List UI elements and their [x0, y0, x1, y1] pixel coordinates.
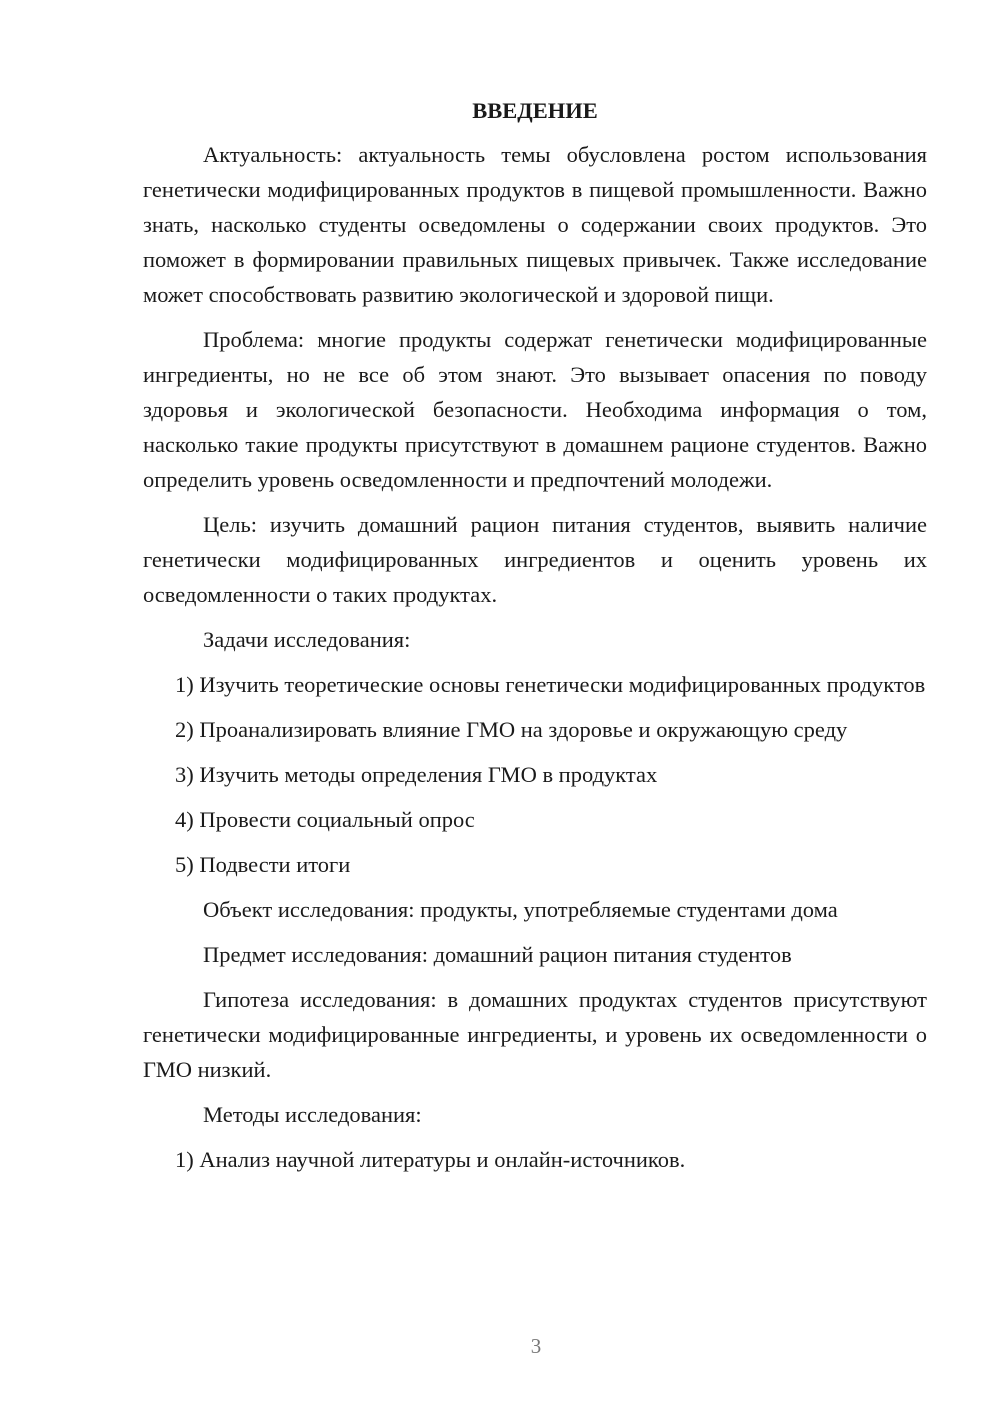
relevance-paragraph: Актуальность: актуальность темы обусловлена ростом использования генетически модифицированных продуктов в пищевой промышленности. Важно знать, насколько студенты осведомлены о содержании своих продуктов. Это поможет в формировании правильных пищевых привычек. Также исследование может способствовать развитию экологической и здоровой пищи. [143, 142, 927, 307]
method-item-1: 1) Анализ научной литературы и онлайн-источников. [175, 1147, 686, 1172]
page-number: 3 [530, 1334, 542, 1358]
task-item-3: 3) Изучить методы определения ГМО в продуктах [175, 762, 658, 787]
task-item-1: 1) Изучить теоретические основы генетически модифицированных продуктов [175, 672, 926, 697]
goal-paragraph: Цель: изучить домашний рацион питания студентов, выявить наличие генетически модифицированных ингредиентов и оценить уровень их осведомленности о таких продуктах. [143, 512, 927, 607]
tasks-heading: Задачи исследования: [203, 627, 411, 652]
task-item-5: 5) Подвести итоги [175, 852, 351, 877]
problem-paragraph: Проблема: многие продукты содержат генетически модифицированные ингредиенты, но не все об этом знают. Это вызывает опасения по поводу здоровья и экологической безопасности. Необходима информация о том, насколько такие продукты присутствуют в домашнем рационе студентов. Важно определить уровень осведомленности и предпочтений молодежи. [143, 327, 927, 492]
task-item-2: 2) Проанализировать влияние ГМО на здоровье и окружающую среду [175, 717, 848, 742]
document-body [143, 95, 927, 1187]
subject-paragraph: Предмет исследования: домашний рацион питания студентов [203, 942, 792, 967]
methods-heading: Методы исследования: [203, 1102, 422, 1127]
section-title: ВВЕДЕНИЕ [472, 98, 598, 123]
hypothesis-paragraph: Гипотеза исследования: в домашних продуктах студентов присутствуют генетически модифицированные ингредиенты, и уровень их осведомленности о ГМО низкий. [143, 987, 927, 1082]
object-paragraph: Объект исследования: продукты, употребляемые студентами дома [203, 897, 838, 922]
task-item-4: 4) Провести социальный опрос [175, 807, 475, 832]
